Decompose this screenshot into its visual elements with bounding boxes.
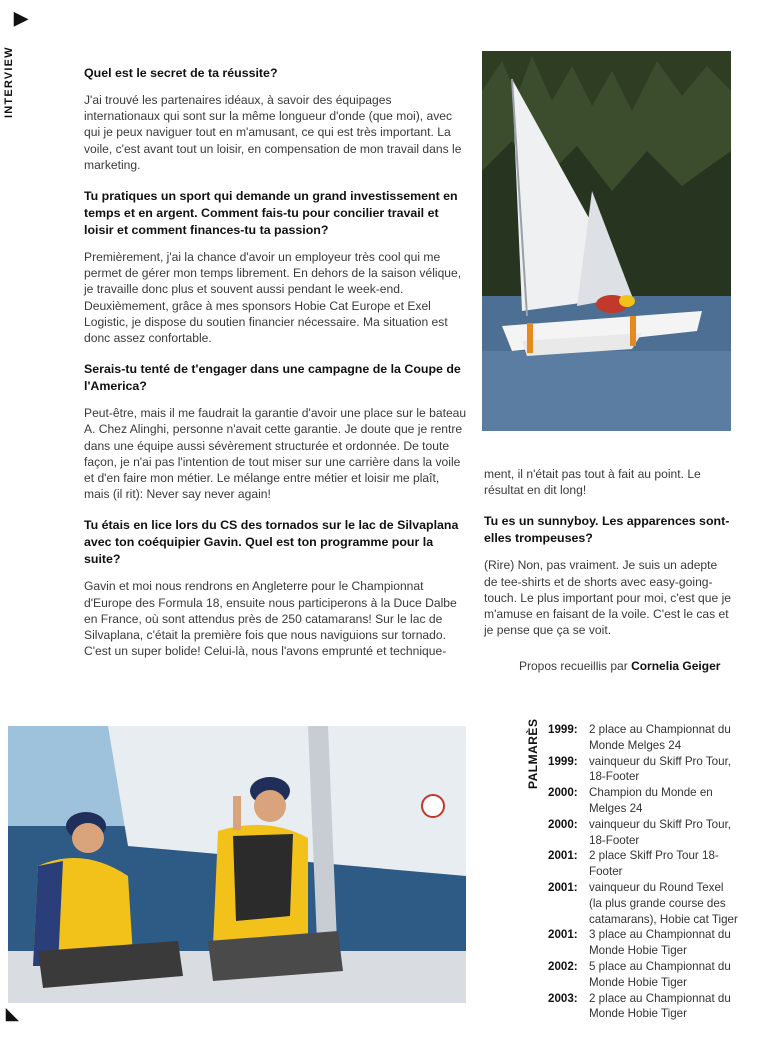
catamaran-photo (482, 51, 731, 431)
palmares-text: Champion du Monde en Melges 24 (589, 786, 713, 815)
palmares-year: 1999: (548, 754, 578, 768)
palmares-item (548, 848, 738, 880)
bottom-logo-mark: ◣ (6, 1006, 19, 1023)
section-label: INTERVIEW (3, 46, 15, 118)
palmares-year: 2000: (548, 786, 578, 800)
question-5: Tu es un sunnyboy. Les apparences sont-elles trompeuses? (484, 514, 730, 546)
palmares-text: 5 place au Championnat du Monde Hobie Tiger (589, 959, 731, 989)
question-1: Quel est le secret de ta réussite? (84, 66, 278, 80)
crew-photo (8, 726, 466, 1003)
palmares-item (548, 817, 738, 849)
corner-logo-mark: ▶ (14, 8, 28, 28)
interview-left-column (84, 65, 468, 674)
palmares-item (548, 880, 738, 927)
palmares-text: vainqueur du Skiff Pro Tour, 18-Footer (589, 817, 732, 847)
palmares-text: 2 place au Championnat du Monde Hobie Tiger (589, 991, 731, 1021)
interview-right-column (484, 466, 732, 653)
palmares-year: 2002: (548, 959, 578, 973)
answer-2: Premièrement, j'ai la chance d'avoir un employeur très cool qui me permet de gérer mon temps librement. En dehors de la saison vélique, je travaille donc plus et souvent aussi pendant le week-end. Deuxièmement, grâce à mes sponsors Hobie Cat Europe et Exel Logistic, je dispose du soutien financier nécessaire. Ma situation est donc assez confortable. (84, 250, 462, 346)
palmares-year: 2003: (548, 991, 578, 1005)
palmares-text: 3 place au Championnat du Monde Hobie Tiger (589, 928, 731, 958)
palmares-text: vainqueur du Round Texel (la plus grande course des catamarans), Hobie cat Tiger (589, 880, 738, 926)
palmares-year: 2000: (548, 817, 578, 831)
answer-1: J'ai trouvé les partenaires idéaux, à savoir des équipages internationaux qui sont sur la même longueur d'onde (que moi), avec qui je peux naviguer tout en m'amusant, ce qui est très important. La voile, c'est avant tout un loisir, en compensation de mon travail dans le marketing. (84, 93, 462, 172)
palmares-item (548, 927, 738, 959)
question-4: Tu étais en lice lors du CS des tornados sur le lac de Silvaplana avec ton coéquipier Gavin. Quel est ton programme pour la suite? (84, 518, 459, 567)
palmares-list (548, 722, 738, 1022)
question-2: Tu pratiques un sport qui demande un grand investissement en temps et en argent. Comment fais-tu pour concilier travail et loisir et comment finances-tu ta passion? (84, 189, 458, 238)
palmares-text: 2 place au Championnat du Monde Melges 24 (589, 723, 731, 752)
palmares-year: 2001: (548, 880, 578, 894)
answer-4-continuation: ment, il n'était pas tout à fait au point. Le résultat en dit long! (484, 467, 701, 498)
palmares-year: 1999: (548, 723, 578, 736)
palmares-item (548, 785, 738, 817)
palmares-year: 2001: (548, 928, 578, 942)
palmares-label: PALMARÈS (526, 718, 540, 789)
palmares-year: 2001: (548, 849, 578, 863)
credit-prefix: Propos recueillis par (519, 659, 628, 673)
interview-credit (519, 659, 720, 673)
answer-4: Gavin et moi nous rendrons en Angleterre pour le Championnat d'Europe des Formula 18, ensuite nous participerons à la Duce Dalbe en France, où sont attendus près de 250 catamarans! Sur le lac de Silvaplana, c'était la première fois que nous naviguions sur tornado. C'est un super bolide! Celui-là, nous l'avons emprunté et technique- (84, 579, 457, 659)
credit-author: Cornelia Geiger (631, 659, 721, 673)
palmares-text: 2 place Skiff Pro Tour 18-Footer (589, 849, 719, 879)
answer-3: Peut-être, mais il me faudrait la garantie d'avoir une place sur le bateau A. Chez Alinghi, personne n'avait cette garantie. Je doute que je rentre dans une équipe aussi sévèrement structurée et ordonnée. De toute façon, je n'ai pas l'intention de tout miser sur une carrière dans la voile et d'en faire mon métier. Le mélange entre métier et loisir me plaît, mais (il rit): Never say never again! (84, 406, 467, 502)
answer-5: (Rire) Non, pas vraiment. Je suis un adepte de tee-shirts et de shorts avec easy-going-touch. Le plus important pour moi, c'est que je m'amuse en faisant de la voile. C'est le cas et je pense que ça se voit. (484, 558, 732, 638)
palmares-item (548, 991, 738, 1023)
palmares-item (548, 959, 738, 991)
palmares-item (548, 754, 738, 786)
palmares-text: vainqueur du Skiff Pro Tour, 18-Footer (589, 754, 732, 784)
question-3: Serais-tu tenté de t'engager dans une campagne de la Coupe de l'America? (84, 362, 461, 394)
palmares-item (548, 722, 738, 754)
